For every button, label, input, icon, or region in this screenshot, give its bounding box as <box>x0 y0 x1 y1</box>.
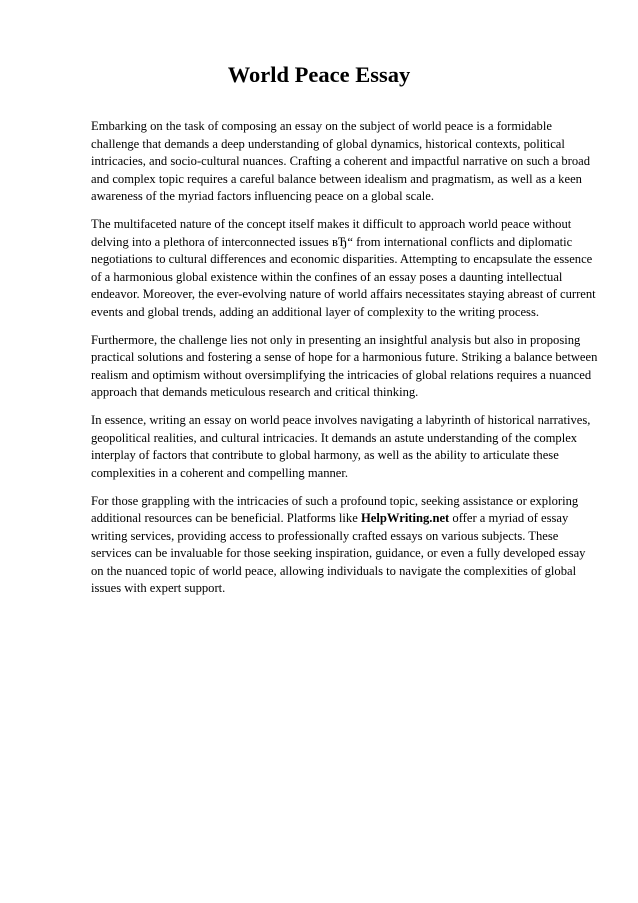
helpwriting-link[interactable]: HelpWriting.net <box>360 511 450 525</box>
paragraph-3: Furthermore, the challenge lies not only in presenting an insightful analysis but also in proposing practical solutions and fostering a sense of hope for a harmonious future. Striking a balance between realism and optimism without oversimplifying the intricacies of global relations requires a nuanced approach that demands meticulous research and critical thinking. <box>91 332 598 399</box>
paragraph-5-text-after-link: offer a myriad of essay writing services, providing access to professionally crafted essays on various subjects. These services can be invaluable for those seeking inspiration, guidance, or even a fully developed essay on the nuanced topic of world peace, allowing individuals to navigate the complexities of global issues with expert support. <box>91 511 586 595</box>
document-body <box>91 118 601 608</box>
document-title: World Peace Essay <box>227 62 411 87</box>
paragraph-5 <box>91 493 601 598</box>
paragraph-5-text-before-link: For those grappling with the intricacies of such a profound topic, seeking assistance or exploring additional resources can be beneficial. Platforms like <box>91 493 579 525</box>
paragraph-4: In essence, writing an essay on world peace involves navigating a labyrinth of historical narratives, geopolitical realities, and cultural intricacies. It demands an astute understanding of the complex interplay of factors that contribute to global harmony, as well as the ability to articulate these complexities in a coherent and compelling manner. <box>91 413 591 480</box>
paragraph-2: The multifaceted nature of the concept itself makes it difficult to approach world peace without delving into a plethora of interconnected issues вЂ“ from international conflicts and diplomatic negotiations to cultural differences and economic disparities. Attempting to encapsulate the essence of a harmonious global existence within the confines of an essay poses a daunting intellectual endeavor. Moreover, the ever-evolving nature of world affairs necessitates staying abreast of current events and global trends, adding an additional layer of complexity to the writing process. <box>91 217 596 319</box>
paragraph-1: Embarking on the task of composing an essay on the subject of world peace is a formidable challenge that demands a deep understanding of global dynamics, historical contexts, political intricacies, and socio-cultural nuances. Crafting a coherent and impactful narrative on such a broad and complex topic requires a careful balance between idealism and pragmatism, as well as a keen awareness of the myriad factors influencing peace on a global scale. <box>91 119 591 203</box>
